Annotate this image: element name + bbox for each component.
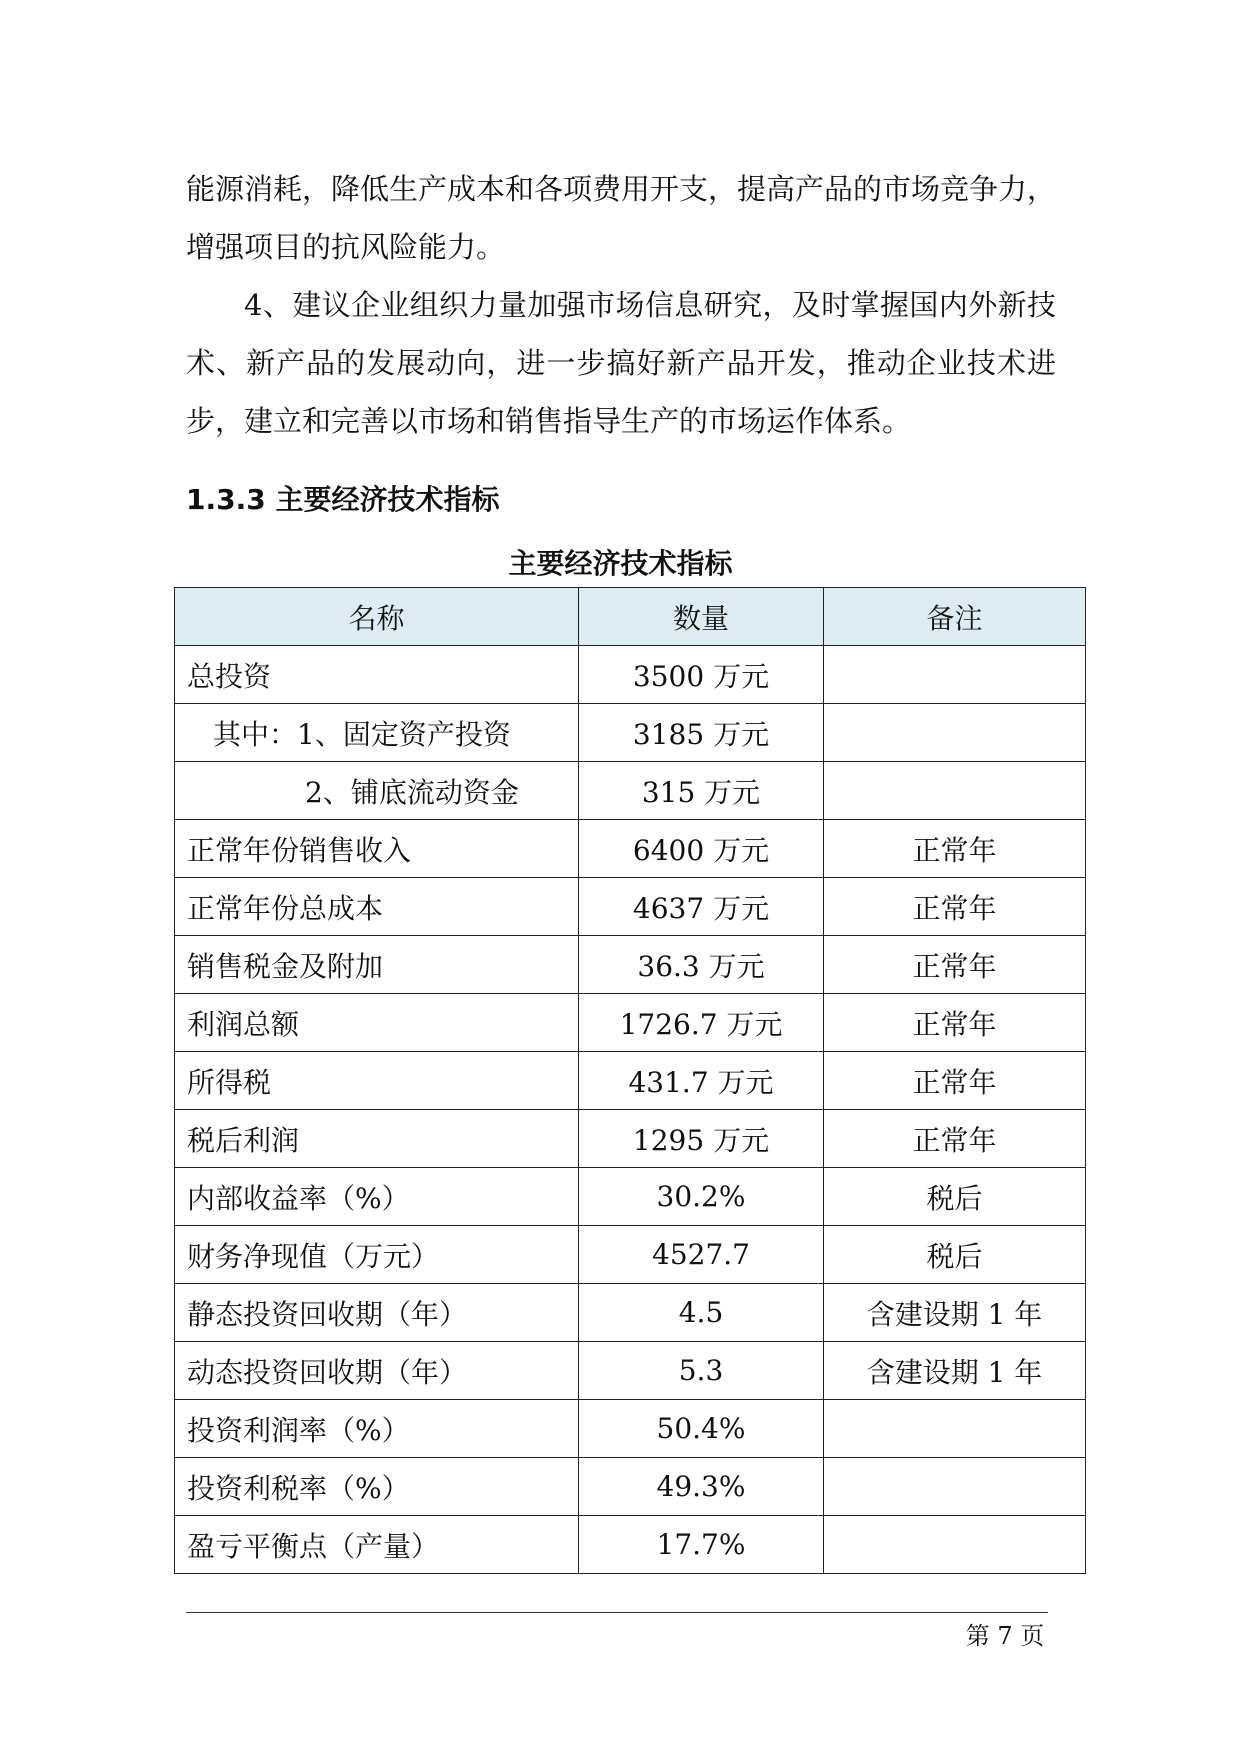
cell-quantity: 3185 万元 bbox=[579, 704, 824, 762]
cell-note bbox=[824, 1458, 1086, 1516]
table-row bbox=[175, 994, 1086, 1052]
cell-name: 正常年份总成本 bbox=[175, 878, 579, 936]
cell-quantity: 30.2% bbox=[579, 1168, 824, 1226]
cell-quantity: 431.7 万元 bbox=[579, 1052, 824, 1110]
header-quantity: 数量 bbox=[579, 588, 824, 646]
cell-note: 正常年 bbox=[824, 936, 1086, 994]
cell-quantity: 5.3 bbox=[579, 1342, 824, 1400]
cell-name: 2、铺底流动资金 bbox=[175, 762, 579, 820]
cell-name: 所得税 bbox=[175, 1052, 579, 1110]
cell-name: 投资利税率（%） bbox=[175, 1458, 579, 1516]
cell-name: 总投资 bbox=[175, 646, 579, 704]
table-row bbox=[175, 1342, 1086, 1400]
table-row bbox=[175, 936, 1086, 994]
cell-quantity: 1295 万元 bbox=[579, 1110, 824, 1168]
table-row bbox=[175, 1516, 1086, 1574]
cell-note bbox=[824, 1400, 1086, 1458]
cell-note: 正常年 bbox=[824, 1052, 1086, 1110]
cell-quantity: 315 万元 bbox=[579, 762, 824, 820]
cell-name: 盈亏平衡点（产量） bbox=[175, 1516, 579, 1574]
cell-note: 含建设期 1 年 bbox=[824, 1284, 1086, 1342]
cell-name: 投资利润率（%） bbox=[175, 1400, 579, 1458]
cell-quantity: 17.7% bbox=[579, 1516, 824, 1574]
cell-name: 其中：1、固定资产投资 bbox=[175, 704, 579, 762]
header-note: 备注 bbox=[824, 588, 1086, 646]
page-number: 第 7 页 bbox=[965, 1622, 1045, 1650]
table-header-row bbox=[175, 588, 1086, 646]
cell-note: 正常年 bbox=[824, 878, 1086, 936]
cell-note: 正常年 bbox=[824, 820, 1086, 878]
cell-name: 利润总额 bbox=[175, 994, 579, 1052]
table-row bbox=[175, 1400, 1086, 1458]
cell-name: 税后利润 bbox=[175, 1110, 579, 1168]
paragraph-2: 4、建议企业组织力量加强市场信息研究，及时掌握国内外新技术、新产品的发展动向，进一步搞好新产品开发，推动企业技术进步，建立和完善以市场和销售指导生产的市场运作体系。 bbox=[186, 288, 1056, 438]
cell-name: 内部收益率（%） bbox=[175, 1168, 579, 1226]
table-row bbox=[175, 1226, 1086, 1284]
cell-quantity: 4637 万元 bbox=[579, 878, 824, 936]
table-row bbox=[175, 1168, 1086, 1226]
cell-note: 税后 bbox=[824, 1226, 1086, 1284]
cell-quantity: 1726.7 万元 bbox=[579, 994, 824, 1052]
table-row bbox=[175, 820, 1086, 878]
cell-note: 正常年 bbox=[824, 994, 1086, 1052]
cell-note: 含建设期 1 年 bbox=[824, 1342, 1086, 1400]
cell-quantity: 6400 万元 bbox=[579, 820, 824, 878]
cell-note bbox=[824, 762, 1086, 820]
cell-name: 销售税金及附加 bbox=[175, 936, 579, 994]
table-row bbox=[175, 646, 1086, 704]
table-row bbox=[175, 1284, 1086, 1342]
cell-quantity: 4.5 bbox=[579, 1284, 824, 1342]
table-row bbox=[175, 704, 1086, 762]
table-title: 主要经济技术指标 bbox=[508, 547, 733, 580]
table-row bbox=[175, 1110, 1086, 1168]
cell-quantity: 49.3% bbox=[579, 1458, 824, 1516]
table-row bbox=[175, 878, 1086, 936]
table-row bbox=[175, 1052, 1086, 1110]
cell-name: 静态投资回收期（年） bbox=[175, 1284, 579, 1342]
cell-note bbox=[824, 646, 1086, 704]
cell-name: 动态投资回收期（年） bbox=[175, 1342, 579, 1400]
cell-name: 正常年份销售收入 bbox=[175, 820, 579, 878]
footer-divider bbox=[186, 1612, 1048, 1613]
indicators-table bbox=[174, 587, 1086, 1574]
cell-note: 税后 bbox=[824, 1168, 1086, 1226]
section-heading: 1.3.3 主要经济技术指标 bbox=[186, 483, 500, 516]
table-row bbox=[175, 762, 1086, 820]
cell-note: 正常年 bbox=[824, 1110, 1086, 1168]
cell-note bbox=[824, 1516, 1086, 1574]
cell-note bbox=[824, 704, 1086, 762]
cell-quantity: 4527.7 bbox=[579, 1226, 824, 1284]
header-name: 名称 bbox=[175, 588, 579, 646]
table-row bbox=[175, 1458, 1086, 1516]
cell-quantity: 36.3 万元 bbox=[579, 936, 824, 994]
cell-name: 财务净现值（万元） bbox=[175, 1226, 579, 1284]
cell-quantity: 50.4% bbox=[579, 1400, 824, 1458]
paragraph-1: 能源消耗，降低生产成本和各项费用开支，提高产品的市场竞争力，增强项目的抗风险能力。 bbox=[186, 172, 1057, 264]
cell-quantity: 3500 万元 bbox=[579, 646, 824, 704]
